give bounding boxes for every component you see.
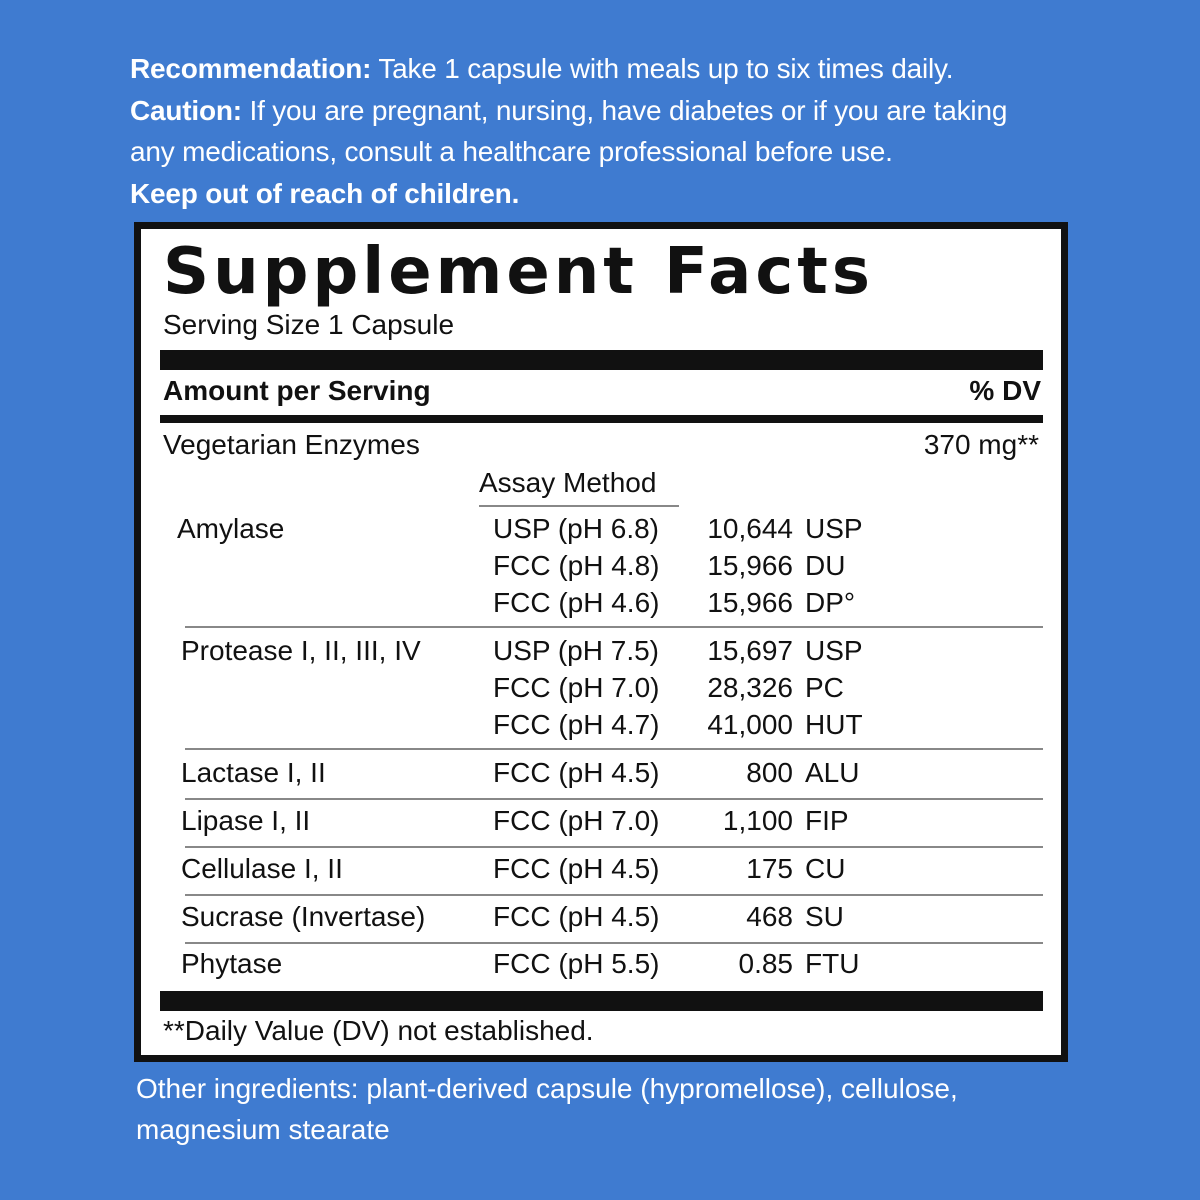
assay-method: FCC (pH 4.7) [493, 709, 660, 740]
recommendation-line [130, 48, 1090, 90]
recommendation-label: Recommendation: [130, 53, 372, 84]
label-instructions [130, 48, 1090, 214]
thick-divider-top [160, 350, 1043, 370]
serving-size: Serving Size 1 Capsule [163, 309, 455, 340]
other-ingredients-line-1: Other ingredients: plant-derived capsule (hypromellose), cellulose, [136, 1073, 958, 1104]
enzyme-name: Lipase I, II [181, 805, 311, 836]
enzyme-name: Sucrase (Invertase) [181, 901, 426, 932]
assay-method: USP (pH 7.5) [493, 635, 659, 666]
assay-value: 10,644 [707, 513, 793, 544]
blend-amount: 370 mg** [923, 429, 1039, 460]
assay-method: FCC (pH 4.8) [493, 550, 660, 581]
assay-unit: HUT [805, 709, 863, 740]
row-divider [185, 626, 1043, 628]
assay-unit: FIP [805, 805, 849, 836]
other-ingredients [136, 1068, 1076, 1150]
row-divider [185, 942, 1043, 944]
assay-value: 15,697 [707, 635, 793, 666]
assay-unit: USP [805, 513, 863, 544]
assay-value: 175 [746, 853, 793, 884]
assay-unit: DP° [805, 587, 856, 618]
assay-method: USP (pH 6.8) [493, 513, 659, 544]
assay-method: FCC (pH 4.5) [493, 757, 660, 788]
assay-value: 41,000 [707, 709, 793, 740]
assay-method: FCC (pH 7.0) [493, 672, 660, 703]
amount-header-row [163, 375, 1043, 407]
assay-unit: CU [805, 853, 846, 884]
assay-value: 15,966 [707, 550, 793, 581]
medium-divider [160, 415, 1043, 423]
assay-unit: SU [805, 901, 844, 932]
row-divider [185, 748, 1043, 750]
assay-unit: USP [805, 635, 863, 666]
row-divider [185, 846, 1043, 848]
assay-unit: FTU [805, 948, 860, 979]
assay-value: 0.85 [738, 948, 793, 979]
assay-value: 15,966 [707, 587, 793, 618]
assay-method: FCC (pH 4.6) [493, 587, 660, 618]
keep-out-line [130, 173, 1090, 215]
assay-unit: ALU [805, 757, 860, 788]
enzyme-name: Protease I, II, III, IV [181, 635, 421, 666]
caution-text-2: any medications, consult a healthcare professional before use. [130, 136, 893, 167]
assay-value: 1,100 [722, 805, 793, 836]
assay-unit: DU [805, 550, 846, 581]
thick-divider-bottom [160, 991, 1043, 1011]
assay-method: FCC (pH 4.5) [493, 901, 660, 932]
caution-text-1: If you are pregnant, nursing, have diabetes or if you are taking [241, 94, 1008, 126]
row-divider [185, 798, 1043, 800]
facts-title: Supplement Facts [163, 235, 874, 309]
assay-method-header: Assay Method [479, 467, 679, 507]
assay-value: 468 [746, 901, 793, 932]
assay-method: FCC (pH 7.0) [493, 805, 660, 836]
assay-method: FCC (pH 5.5) [493, 948, 660, 979]
dv-footnote: **Daily Value (DV) not established. [163, 1015, 594, 1046]
recommendation-text: Take 1 capsule with meals up to six times daily. [371, 53, 954, 84]
blend-name: Vegetarian Enzymes [163, 429, 420, 460]
caution-label: Caution: [130, 94, 242, 126]
enzyme-name: Amylase [177, 513, 285, 544]
supplement-facts-panel [134, 222, 1068, 1062]
blend-row [163, 429, 1043, 461]
other-ingredients-line-2: magnesium stearate [136, 1114, 390, 1145]
assay-unit: PC [805, 672, 844, 703]
assay-method: FCC (pH 4.5) [493, 853, 660, 884]
caution-line-2 [130, 131, 1090, 173]
enzyme-name: Phytase [181, 948, 283, 979]
amount-per-serving-label: Amount per Serving [163, 375, 431, 406]
enzyme-name: Lactase I, II [181, 757, 326, 788]
assay-value: 800 [746, 757, 793, 788]
row-divider [185, 894, 1043, 896]
keep-out-warning: Keep out of reach of children. [130, 177, 520, 209]
assay-value: 28,326 [707, 672, 793, 703]
enzyme-name: Cellulase I, II [181, 853, 343, 884]
dv-header: % DV [969, 375, 1041, 406]
caution-line-1 [130, 90, 1090, 132]
